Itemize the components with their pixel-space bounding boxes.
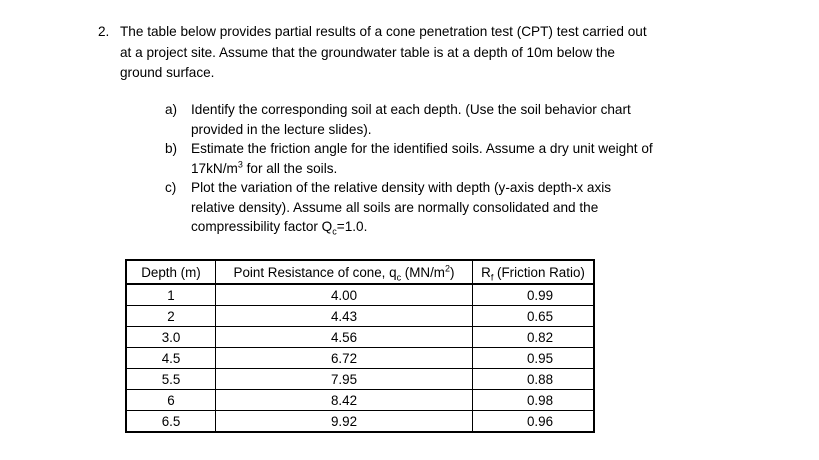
cpt-results-table [125, 259, 595, 433]
header-point-resistance: Point Resistance of cone, $q_c$ $(MN/m^2)$ [216, 260, 473, 284]
cell-depth: 6 [126, 390, 216, 411]
header-friction-ratio: $R_f$ (Friction Ratio) [473, 260, 595, 284]
cell-qc: 7.95 [216, 369, 473, 390]
table-row [126, 369, 594, 390]
header-depth: Depth (m) [126, 260, 216, 284]
cell-qc: 9.92 [216, 411, 473, 433]
table-row [126, 390, 594, 411]
cell-qc: 4.56 [216, 327, 473, 348]
cell-qc: 6.72 [216, 348, 473, 369]
cell-qc: 8.42 [216, 390, 473, 411]
cell-rf: 0.98 [473, 390, 595, 411]
cell-depth: 2 [126, 306, 216, 327]
part-text-tail: for all the soils. [242, 160, 338, 176]
cell-rf: 0.88 [473, 369, 595, 390]
cell-qc: 4.00 [216, 284, 473, 306]
cell-rf: 0.95 [473, 348, 595, 369]
part-text [191, 139, 653, 178]
table-row [126, 306, 594, 327]
cell-rf: 0.96 [473, 411, 595, 433]
cell-qc: 4.43 [216, 306, 473, 327]
cell-rf: 0.82 [473, 327, 595, 348]
table-header-row [126, 260, 594, 284]
cell-depth: 1 [126, 284, 216, 306]
subscript: c [332, 226, 337, 237]
part-label: a) [165, 102, 178, 117]
superscript: 3 [237, 158, 243, 169]
question-number: 2. [98, 24, 110, 39]
part-text-main: Estimate the friction angle for the identified soils. Assume a dry unit weight of 17kN/m [191, 141, 653, 176]
table-row [126, 411, 594, 433]
cell-rf: 0.99 [473, 284, 595, 306]
cell-depth: 4.5 [126, 348, 216, 369]
table-row [126, 327, 594, 348]
table-row [126, 348, 594, 369]
question-text: The table below provides partial results of a cone penetration test (CPT) test carried out at a project site. Assume that the groundwater table is at a depth of 10m below the ground surface. [120, 24, 647, 80]
part-label: b) [165, 141, 178, 156]
cell-rf: 0.65 [473, 306, 595, 327]
cell-depth: 3.0 [126, 327, 216, 348]
table-row [126, 284, 594, 306]
part-text-tail: =1.0. [336, 219, 368, 234]
cell-depth: 6.5 [126, 411, 216, 433]
part-text [191, 178, 653, 237]
part-text-main: Plot the variation of the relative density with depth (y-axis depth-x axis relative density). Assume all soils are normally consolidated and the compressibility factor Q [191, 180, 612, 234]
part-label: c) [165, 180, 177, 195]
part-text: Identify the corresponding soil at each depth. (Use the soil behavior chart provided in the lecture slides). [191, 102, 631, 137]
cell-depth: 5.5 [126, 369, 216, 390]
